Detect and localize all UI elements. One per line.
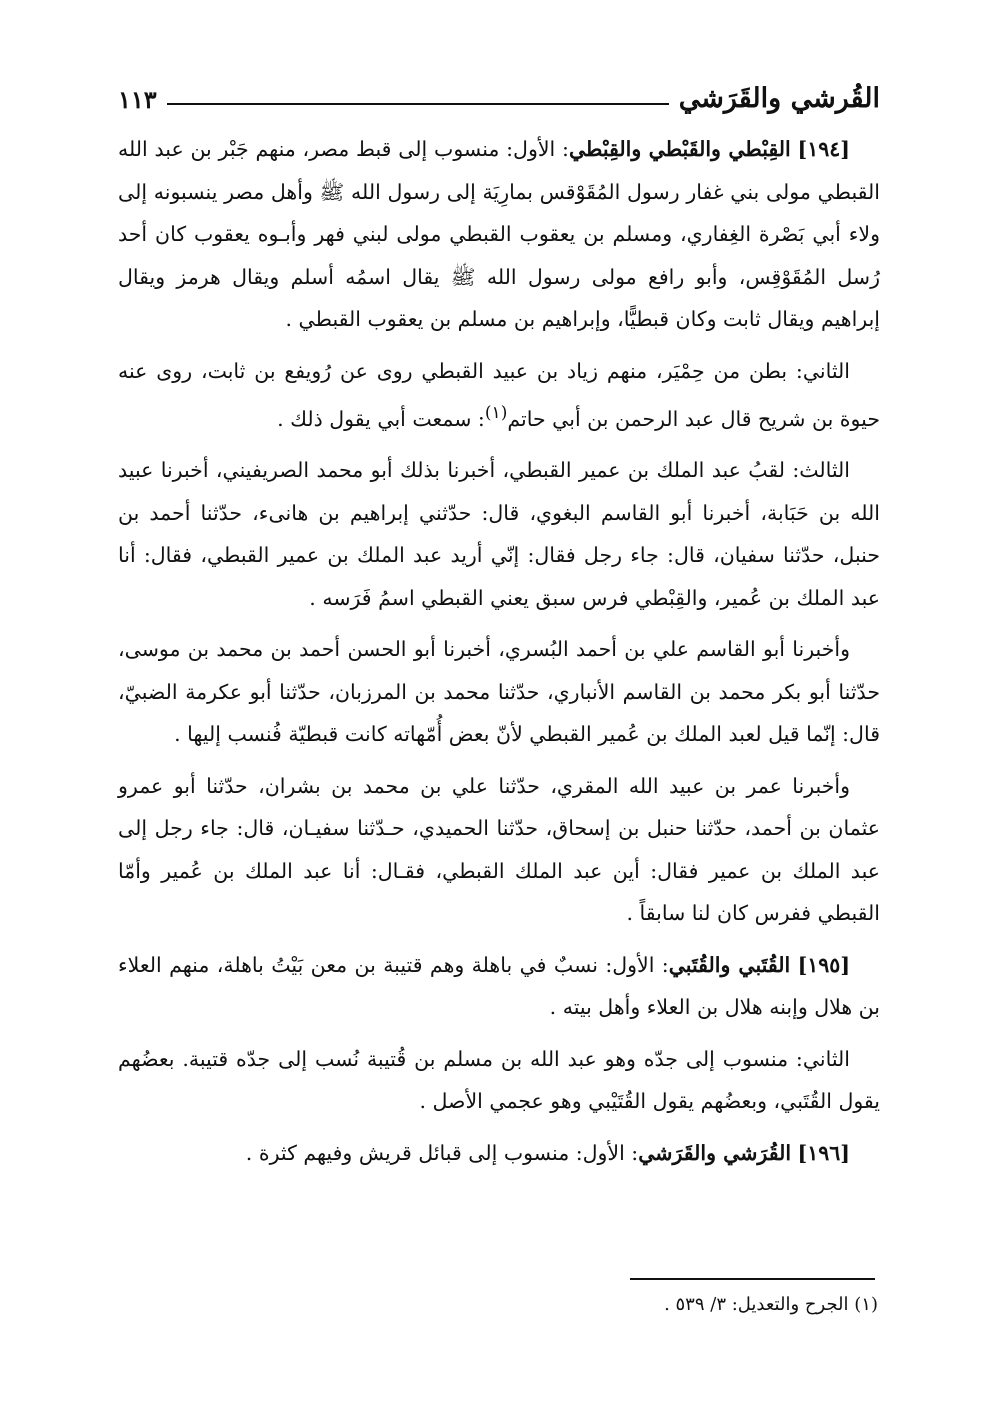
footnote-rule: [630, 1278, 875, 1280]
entry-194: [118, 128, 880, 341]
header-rule: [167, 103, 669, 105]
entry-195: [118, 944, 880, 1029]
page-number: ١١٣: [118, 85, 157, 114]
paragraph: [118, 449, 880, 619]
paragraph-text: وأخبرنا عمر بن عبيد الله المقري، حدّثنا علي بن محمد بن بشران، حدّثنا أبو عمرو عثمان بن أحمد، حدّثنا حنبل بن إسحاق، حدّثنا الحميدي، حـدّثنا سفيـان، قال: جاء رجل إلى عبد الملك بن عمير فقال: أين عبد الملك القبطي، فقـال: أنا عبد الملك بن عُمير وأمّا القبطي ففرس كان لنا سابقاً .: [118, 773, 880, 926]
paragraph: [118, 628, 880, 756]
main-text: [118, 128, 880, 1183]
paragraph-text: الثاني: بطن من حِمْيَر، منهم زياد بن عبيد القبطي روى عن رُويفع بن ثابت، روى عنه حيوة بن شريح قال عبد الرحمن بن أبي حاتم: [118, 358, 880, 431]
entry-196: [118, 1132, 880, 1175]
footnote: (١) الجرح والتعديل: ٣/ ٥٣٩ .: [664, 1294, 878, 1315]
paragraph-text: الثالث: لقبُ عبد الملك بن عمير القبطي، أخبرنا بذلك أبو محمد الصريفيني، أخبرنا عبيد الله بن حَبَابة، أخبرنا أبو القاسم البغوي، قال: حدّثني إبراهيم بن هانىء، حدّثنا أحمد بن حنبل، حدّثنا سفيان، قال: جاء رجل فقال: إنّي أريد عبد الملك بن عمير القبطي، فقال: أنا عبد الملك بن عُمير، والقِبْطي فرس سبق يعني القبطي اسمُ فَرَسه .: [118, 458, 880, 610]
entry-keyword: القُتَبي والقُتَبي: [668, 952, 791, 977]
paragraph: [118, 350, 880, 441]
entry-keyword: القِبْطي والقَبْطي والقِبْطي: [568, 137, 791, 161]
entry-number: [١٩٤]: [797, 137, 850, 161]
footnote-ref: (١): [484, 403, 508, 423]
paragraph-text: الثاني: منسوب إلى جدّه وهو عبد الله بن مسلم بن قُتيبة نُسب إلى جدّه قتيبة. بعضُهم يقول القُتَبي، وبعضُهم يقول القُتَيْبي وهو عجمي الأصل .: [118, 1046, 880, 1114]
entry-number: [١٩٦]: [797, 1140, 850, 1165]
paragraph: [118, 765, 880, 935]
paragraph-text-after: : سمعت أبي يقول ذلك .: [277, 406, 485, 431]
entry-number: [١٩٥]: [797, 952, 851, 977]
running-title: القُرشي والقَرَشي: [678, 83, 880, 114]
page-header: [118, 70, 880, 114]
entry-keyword: القُرَشي والقَرَشي: [638, 1140, 792, 1165]
entry-text: : الأول: نسبٌ في باهلة وهم قتيبة بن معن بَيْتُ باهلة، منهم العلاء بن هلال وإبنه هلال بن العلاء وأهل بيته .: [118, 952, 880, 1020]
entry-text: : الأول: منسوب إلى قبط مصر، منهم جَبْر بن عبد الله القبطي مولى بني غفار رسول المُقَوْقس بمارِيَة إلى رسول الله ﷺ وأهل مصر ينسبونه إلى ولاء أبي بَصْرة الغِفاري، ومسلم بن يعقوب القبطي مولى لبني فهر وأبـوه يعقوب كان أحد رُسل المُقَوْقِس، وأبو رافع مولى رسول الله ﷺ يقال اسمُه أسلم ويقال هرمز ويقال إبراهيم ويقال ثابت وكان قبطيًّا، وإبراهيم بن مسلم بن يعقوب القبطي .: [118, 137, 880, 331]
paragraph-text: وأخبرنا أبو القاسم علي بن أحمد البُسري، أخبرنا أبو الحسن أحمد بن محمد بن موسى، حدّثنا أبو بكر محمد بن القاسم الأنباري، حدّثنا محمد بن المرزبان، حدّثنا أبو عكرمة الضبيّ، قال: إنّما قيل لعبد الملك بن عُمير القبطي لأنّ بعض أُمّهاته كانت قبطيّة فُنسب إليها .: [118, 637, 880, 747]
entry-text: : الأول: منسوب إلى قبائل قريش وفيهم كثرة .: [245, 1140, 639, 1165]
paragraph: [118, 1038, 880, 1123]
